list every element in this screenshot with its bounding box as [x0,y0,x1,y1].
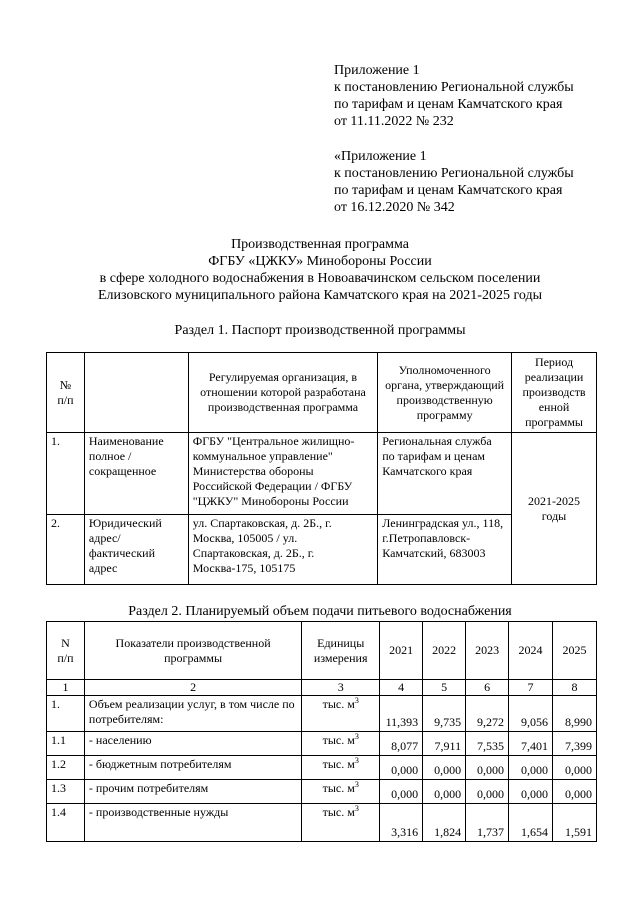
program-title [0,236,640,304]
row-label: Объем реализации услуг, в том числе по потребителям: [84,696,301,732]
table-header-row [47,353,597,433]
row-authority: Ленинградская ул., 118, г.Петропавловск-Камчатский, 683003 [378,515,512,585]
row-unit: тыс. $м^3$ [302,780,380,804]
col-header-organization: Регулируемая организация, в отношении которой разработана производственная программа [188,353,377,433]
annex-line: от 11.11.2022 № 232 [334,114,454,129]
value-2025: 7,399 [553,732,597,756]
value-2024: 1,654 [509,804,553,842]
table-header-row [47,622,597,680]
row-unit: тыс. $м^3$ [302,804,380,842]
value-2025: 0,000 [553,756,597,780]
row-unit: тыс. $м^3$ [302,756,380,780]
row-num: 1.4 [47,804,85,842]
row-num: 1. [47,696,85,732]
program-title-line: в сфере холодного водоснабжения в Новоавачинском сельском поселении [99,271,541,286]
row-num: 2. [47,515,85,585]
table-row [47,732,597,756]
annex-line: «Приложение 1 [334,149,427,164]
column-index: 3 [302,680,380,696]
row-organization: ФГБУ "Центральное жилищно-коммунальное управление" Министерства обороны Российской Федерации / ФГБУ "ЦЖКУ" Минобороны России [188,433,377,515]
value-2023: 1,737 [466,804,509,842]
col-header-blank [84,353,188,433]
value-2025: 1,591 [553,804,597,842]
value-2022: 7,911 [423,732,466,756]
value-2024: 7,401 [509,732,553,756]
program-title-line: ФГБУ «ЦЖКУ» Минобороны России [208,254,432,269]
annex-previous [334,148,574,216]
annex-line: по тарифам и ценам Камчатского края [334,97,563,112]
col-header-period: Период реализации производств енной программы [512,353,597,433]
program-title-line: Производственная программа [231,237,409,252]
value-2021: 3,316 [380,804,423,842]
col-header-year: 2025 [553,622,597,680]
section1-title: Раздел 1. Паспорт производственной программы [174,323,466,338]
value-2022: 0,000 [423,756,466,780]
col-header-num: № п/п [47,353,85,433]
col-header-num: N п/п [47,622,85,680]
col-header-year: 2024 [509,622,553,680]
row-unit: тыс. $м^3$ [302,732,380,756]
annex-line: по тарифам и ценам Камчатского края [334,183,563,198]
col-header-year: 2022 [423,622,466,680]
table-row [47,780,597,804]
col-header-authority: Уполномоченного органа, утверждающий производственную программу [378,353,512,433]
column-index: 6 [466,680,509,696]
column-index: 2 [84,680,301,696]
annex-line: Приложение 1 [334,63,420,78]
table-row [47,433,597,515]
table-row [47,696,597,732]
section2-title: Раздел 2. Планируемый объем подачи питьевого водоснабжения [128,604,512,619]
row-num: 1.2 [47,756,85,780]
value-2023: 7,535 [466,732,509,756]
value-2022: 0,000 [423,780,466,804]
passport-table [46,352,597,585]
row-num: 1.3 [47,780,85,804]
column-index: 1 [47,680,85,696]
column-index: 4 [380,680,423,696]
row-label: - населению [84,732,301,756]
table-row [47,756,597,780]
period-cell: 2021-2025 годы [512,433,597,585]
value-2023: 0,000 [466,780,509,804]
col-header-year: 2021 [380,622,423,680]
value-2023: 9,272 [466,696,509,732]
annex-line: от 16.12.2020 № 342 [334,200,455,215]
row-unit: тыс. $м^3$ [302,696,380,732]
col-header-indicator: Показатели производственной программы [84,622,301,680]
value-2021: 8,077 [380,732,423,756]
annex-line: к постановлению Региональной службы [334,80,574,95]
program-title-line: Елизовского муниципального района Камчатского края на 2021-2025 годы [98,288,542,303]
column-index: 5 [423,680,466,696]
value-2024: 0,000 [509,780,553,804]
row-num: 1. [47,433,85,515]
value-2024: 9,056 [509,696,553,732]
value-2021: 0,000 [380,780,423,804]
row-label: - прочим потребителям [84,780,301,804]
row-label: - производственные нужды [84,804,301,842]
row-label: Юридический адрес/ фактический адрес [84,515,188,585]
volume-table [46,621,597,842]
col-header-unit: Единицы измерения [302,622,380,680]
row-authority: Региональная служба по тарифам и ценам Камчатского края [378,433,512,515]
value-2025: 8,990 [553,696,597,732]
value-2025: 0,000 [553,780,597,804]
annex-current [334,62,574,130]
col-header-year: 2023 [466,622,509,680]
annex-line: к постановлению Региональной службы [334,166,574,181]
value-2023: 0,000 [466,756,509,780]
table-row [47,804,597,842]
value-2022: 1,824 [423,804,466,842]
column-index: 8 [553,680,597,696]
column-index-row [47,680,597,696]
column-index: 7 [509,680,553,696]
value-2024: 0,000 [509,756,553,780]
row-label: Наименование полное / сокращенное [84,433,188,515]
value-2021: 0,000 [380,756,423,780]
row-organization: ул. Спартаковская, д. 2Б., г. Москва, 105005 / ул. Спартаковская, д. 2Б., г. Москва-175, 105175 [188,515,377,585]
value-2022: 9,735 [423,696,466,732]
value-2021: 11,393 [380,696,423,732]
row-label: - бюджетным потребителям [84,756,301,780]
row-num: 1.1 [47,732,85,756]
